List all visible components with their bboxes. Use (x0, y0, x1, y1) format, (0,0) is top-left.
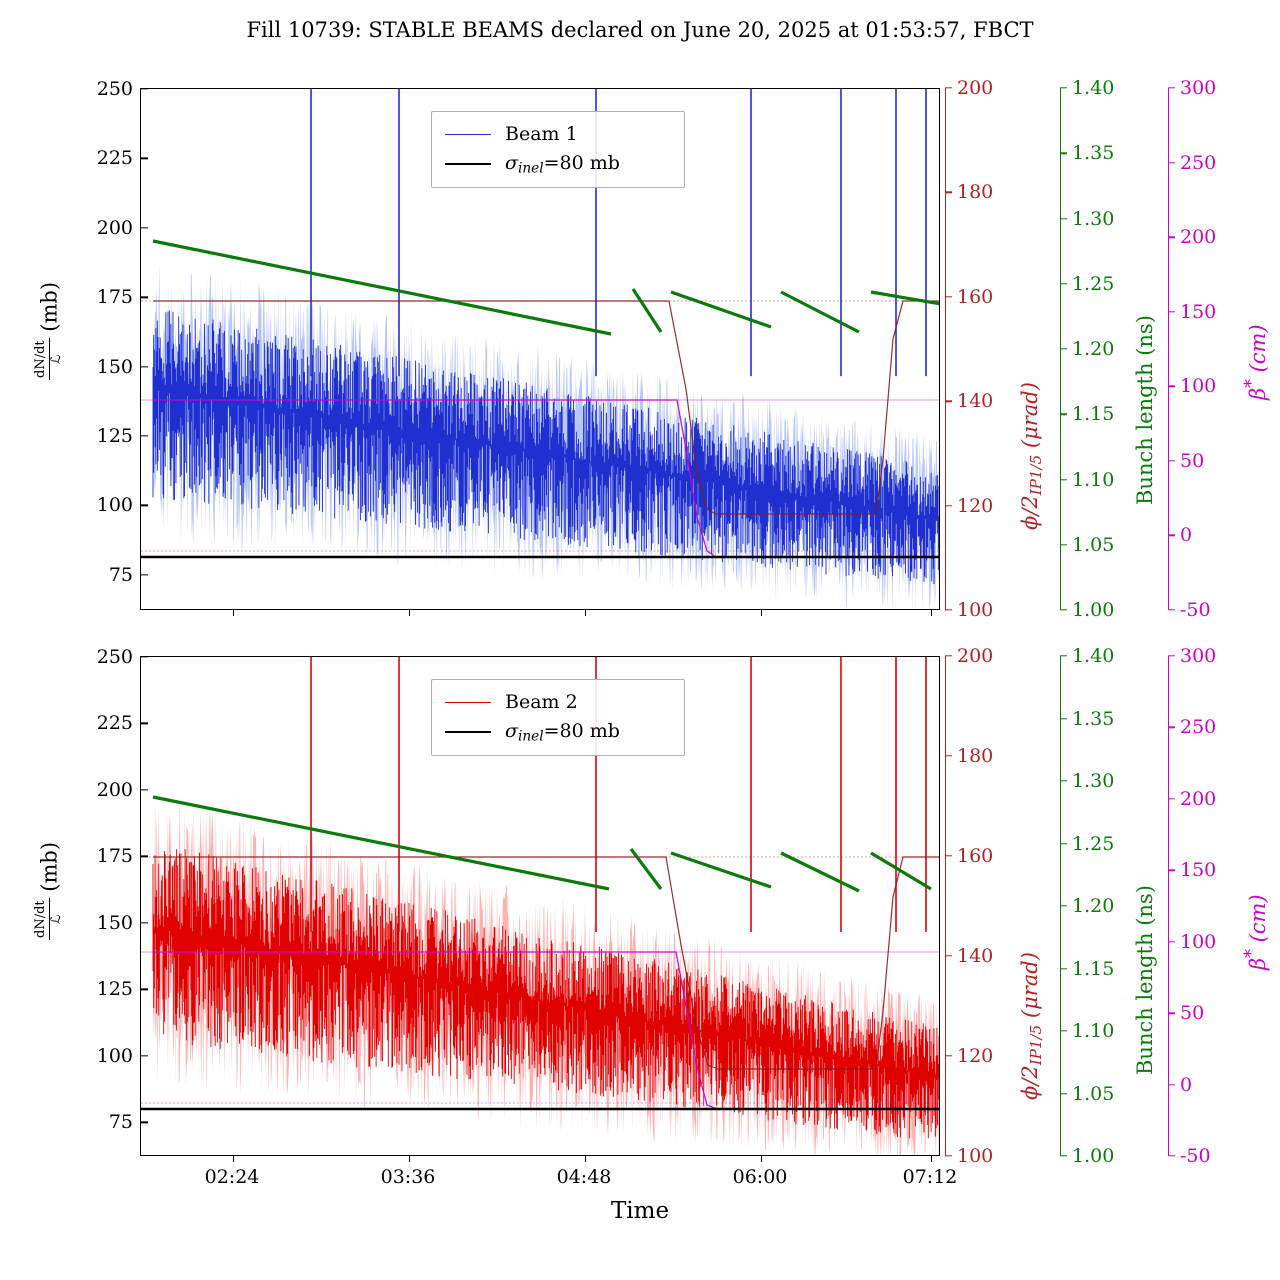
axis-tick-mark (945, 655, 952, 656)
x-axis-tick-mark (931, 609, 932, 616)
left-axis-tick-mark (141, 574, 148, 575)
axis-tick-mark (1060, 843, 1067, 844)
x-axis-tick-label: 06:00 (732, 1166, 788, 1188)
axis-tick-label: 1.10 (1072, 468, 1115, 491)
panel-beam2 (96, 646, 940, 1156)
left-axis-tick-label: 150 (96, 911, 133, 934)
left-axis-title-beam1 (34, 282, 65, 380)
left-axis-tick-mark (141, 88, 148, 89)
legend-label-beam1: Beam 1 (505, 123, 578, 145)
axis-tick-mark (1060, 968, 1067, 969)
axis-tick-mark (1168, 311, 1175, 312)
axis-tick-mark (1060, 544, 1067, 545)
axis-tick-mark (1060, 414, 1067, 415)
axis-tick-mark (945, 87, 952, 88)
axis-tick-mark (1060, 609, 1067, 610)
axis-tick-label: 200 (1180, 787, 1217, 810)
axis-spine (945, 88, 946, 610)
axis-tick-mark (945, 1155, 952, 1156)
axis-tick-label: 1.25 (1072, 272, 1115, 295)
x-axis-tick-mark (409, 609, 410, 616)
axis-tick-label: 1.30 (1072, 770, 1115, 792)
axis-tick-label: 1.20 (1072, 895, 1115, 917)
figure-title: Fill 10739: STABLE BEAMS declared on June 20, 2025 at 01:53:57, FBCT (246, 18, 1034, 42)
axis-tick-label: 50 (1180, 1002, 1205, 1025)
axis-tick-mark (945, 755, 952, 756)
legend-item (445, 119, 671, 149)
axis-tick-mark (1168, 460, 1175, 461)
left-axis-title-beam2 (34, 842, 65, 940)
axis-tick-label: 1.00 (1072, 1145, 1115, 1167)
axis-tick-mark (945, 1055, 952, 1056)
axis-tick-mark (1060, 655, 1067, 656)
axis-tick-mark (1168, 386, 1175, 387)
axis-tick-mark (1168, 87, 1175, 88)
panel-beam1 (96, 78, 940, 610)
axis-tick-label: 100 (1180, 375, 1217, 398)
axis-tick-mark (1060, 1093, 1067, 1094)
legend-beam1 (431, 111, 685, 188)
left-axis-tick-mark (141, 1122, 148, 1123)
right-axis-3-title-bottom: β* (cm) (1242, 894, 1270, 970)
left-axis-tick-label: 250 (96, 78, 133, 100)
axis-tick-label: 1.05 (1072, 1082, 1115, 1105)
legend-swatch-sigma (445, 163, 491, 165)
legend-label-sigma-top: $\sigma_{inel}=80$ mb (505, 151, 620, 177)
x-axis-tick-mark (761, 609, 762, 616)
left-axis-denominator: ℒ (49, 898, 65, 940)
axis-tick-label: 1.30 (1072, 207, 1115, 230)
x-axis-tick-mark (233, 609, 234, 616)
left-axis-tick-label: 200 (96, 778, 133, 801)
axis-tick-label: 160 (957, 845, 994, 867)
axis-tick-label: -50 (1180, 1145, 1211, 1167)
axis-tick-label: 180 (957, 745, 994, 767)
axis-tick-mark (945, 192, 952, 193)
axis-tick-label: 1.20 (1072, 338, 1115, 360)
left-axis-tick-label: 200 (96, 216, 133, 239)
left-axis-tick-label: 175 (96, 286, 133, 309)
left-axis-tick-mark (141, 505, 148, 506)
axis-tick-label: 300 (1180, 77, 1217, 99)
axis-tick-label: 140 (957, 945, 994, 967)
left-axis-tick-mark (141, 856, 148, 857)
x-axis-tick-mark (585, 1155, 586, 1162)
axis-tick-label: 250 (1180, 716, 1217, 739)
axis-tick-label: 200 (1180, 226, 1217, 249)
left-axis-tick-mark (141, 435, 148, 436)
axis-tick-mark (1168, 1012, 1175, 1013)
axis-tick-label: 150 (1180, 300, 1217, 323)
right-axis-2-title-top: Bunch length (ns) (1133, 315, 1157, 505)
left-axis-tick-mark (141, 158, 148, 159)
left-axis-tick-label: 75 (108, 563, 133, 586)
legend-label-sigma-bottom: $\sigma_{inel}=80$ mb (505, 719, 620, 745)
left-axis-tick-label: 150 (96, 355, 133, 378)
axis-tick-label: 120 (957, 494, 994, 517)
axis-tick-label: -50 (1180, 599, 1211, 621)
axis-tick-label: 1.35 (1072, 707, 1115, 730)
x-axis-tick-mark (931, 1155, 932, 1162)
axis-tick-label: 250 (1180, 151, 1217, 174)
axis-tick-mark (1168, 535, 1175, 536)
left-axis-numerator: dN/dt (33, 340, 48, 378)
x-axis-tick-mark (409, 1155, 410, 1162)
x-axis-tick-label: 04:48 (556, 1166, 612, 1188)
left-axis-tick-label: 125 (96, 425, 133, 448)
axis-tick-label: 140 (957, 390, 994, 413)
axis-tick-label: 0 (1180, 524, 1193, 547)
x-axis-tick-mark (233, 1155, 234, 1162)
left-axis-tick-mark (141, 297, 148, 298)
x-axis-tick-label: 03:36 (380, 1166, 436, 1188)
axis-tick-label: 160 (957, 285, 994, 308)
axis-spine (945, 656, 946, 1156)
left-axis-tick-mark (141, 989, 148, 990)
axis-tick-mark (1168, 870, 1175, 871)
legend-beam2 (431, 679, 685, 756)
axis-tick-mark (1060, 1030, 1067, 1031)
left-axis-tick-mark (141, 366, 148, 367)
left-axis-unit: (mb) (37, 841, 62, 892)
left-axis-tick-mark (141, 922, 148, 923)
axis-tick-label: 50 (1180, 449, 1205, 472)
left-axis-tick-label: 175 (96, 845, 133, 868)
right-axis-2-title-bottom: Bunch length (ns) (1133, 885, 1157, 1075)
axis-tick-label: 1.10 (1072, 1020, 1115, 1042)
axis-tick-label: 100 (957, 1145, 994, 1167)
x-axis-title: Time (610, 1198, 670, 1224)
left-axis-tick-label: 225 (96, 712, 133, 735)
legend-label-beam2: Beam 2 (505, 691, 578, 713)
axis-tick-label: 120 (957, 1045, 994, 1067)
axis-tick-mark (945, 505, 952, 506)
right-axis-1-title-bottom: $\phi/2_{IP1/5}$ (μrad) (1018, 952, 1045, 1100)
axis-tick-mark (1168, 162, 1175, 163)
left-axis-tick-label: 225 (96, 147, 133, 170)
axis-tick-label: 300 (1180, 645, 1217, 667)
axis-tick-mark (945, 609, 952, 610)
axis-tick-label: 1.15 (1072, 403, 1115, 426)
axis-tick-mark (1060, 218, 1067, 219)
axis-tick-mark (1168, 1084, 1175, 1085)
axis-tick-mark (1168, 236, 1175, 237)
axis-tick-mark (1168, 655, 1175, 656)
axis-tick-label: 1.15 (1072, 957, 1115, 980)
left-axis-tick-label: 100 (96, 494, 133, 517)
axis-tick-label: 1.00 (1072, 599, 1115, 621)
left-axis-denominator: ℒ (49, 338, 65, 380)
axis-tick-label: 200 (957, 77, 994, 99)
left-axis-fraction (34, 338, 65, 380)
axis-tick-mark (1060, 718, 1067, 719)
axis-tick-label: 1.40 (1072, 77, 1115, 99)
x-axis-tick-mark (761, 1155, 762, 1162)
axis-tick-mark (1168, 941, 1175, 942)
left-axis-tick-label: 125 (96, 978, 133, 1001)
axis-tick-label: 1.25 (1072, 832, 1115, 855)
legend-swatch-sigma (445, 731, 491, 733)
axis-tick-mark (1060, 348, 1067, 349)
axis-tick-label: 180 (957, 181, 994, 204)
left-axis-numerator: dN/dt (33, 900, 48, 938)
axis-tick-mark (1060, 479, 1067, 480)
axis-tick-label: 100 (1180, 930, 1217, 953)
left-axis-tick-mark (141, 227, 148, 228)
left-axis-tick-mark (141, 1055, 148, 1056)
axis-tick-label: 1.40 (1072, 645, 1115, 667)
x-axis-tick-label: 02:24 (204, 1166, 260, 1188)
axis-tick-label: 100 (957, 599, 994, 621)
axis-tick-mark (945, 855, 952, 856)
left-axis-tick-label: 100 (96, 1044, 133, 1067)
left-axis-tick-label: 250 (96, 646, 133, 668)
right-axis-1-title-top: $\phi/2_{IP1/5}$ (μrad) (1018, 382, 1045, 530)
axis-tick-label: 1.05 (1072, 533, 1115, 556)
legend-item (445, 687, 671, 717)
right-axis-3-title-top: β* (cm) (1242, 324, 1270, 400)
left-axis-tick-label: 75 (108, 1111, 133, 1134)
axis-tick-mark (1168, 798, 1175, 799)
left-axis-tick-mark (141, 723, 148, 724)
legend-swatch-beam1 (445, 134, 491, 135)
left-axis-tick-mark (141, 789, 148, 790)
axis-spine (1168, 88, 1169, 610)
legend-item (445, 717, 671, 747)
axis-tick-mark (1168, 1155, 1175, 1156)
axis-tick-label: 200 (957, 645, 994, 667)
axis-tick-mark (1060, 87, 1067, 88)
left-axis-unit: (mb) (37, 281, 62, 332)
axis-tick-label: 1.35 (1072, 142, 1115, 165)
axis-tick-mark (945, 400, 952, 401)
axis-tick-mark (945, 296, 952, 297)
x-axis-tick-label: 07:12 (902, 1166, 958, 1188)
axis-tick-mark (1060, 1155, 1067, 1156)
left-axis-tick-mark (141, 656, 148, 657)
axis-spine (1168, 656, 1169, 1156)
axis-tick-mark (1168, 609, 1175, 610)
axis-tick-mark (1168, 727, 1175, 728)
axis-tick-label: 0 (1180, 1073, 1193, 1096)
axis-tick-mark (1060, 780, 1067, 781)
axis-tick-label: 150 (1180, 859, 1217, 882)
axis-tick-mark (1060, 153, 1067, 154)
left-axis-fraction (34, 898, 65, 940)
axis-tick-mark (945, 955, 952, 956)
axis-tick-mark (1060, 905, 1067, 906)
axis-tick-mark (1060, 283, 1067, 284)
legend-item (445, 149, 671, 179)
x-axis-tick-mark (585, 609, 586, 616)
legend-swatch-beam2 (445, 702, 491, 703)
